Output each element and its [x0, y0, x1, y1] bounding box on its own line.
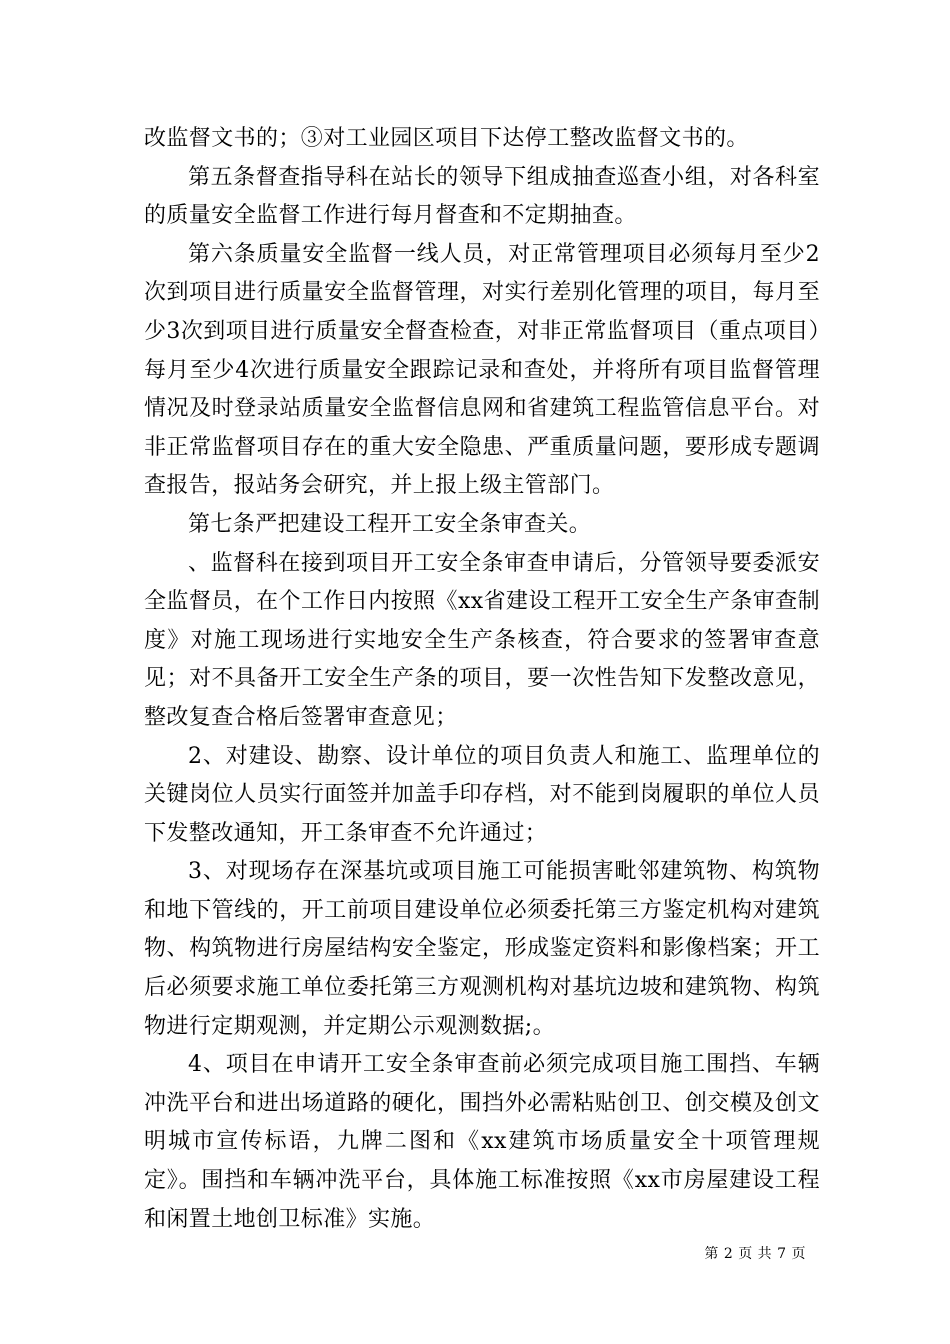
page-number: 第 2 页 共 7 页: [704, 1246, 806, 1262]
paragraph-article-5: 第五条督查指导科在站长的领导下组成抽查巡查小组，对各科室的质量安全监督工作进行每月督查和不定期抽查。: [144, 164, 820, 229]
paragraph-continuation: 改监督文书的；③对工业园区项目下达停工整改监督文书的。: [144, 126, 749, 151]
paragraph-item-4: 4、项目在申请开工安全条审查前必须完成项目施工围挡、车辆冲洗平台和进出场道路的硬化，围挡外必需粘贴创卫、创交模及创文明城市宣传标语，九牌二图和《xx建筑市场质量安全十项管理规定》。围挡和车辆冲洗平台，具体施工标准按照《xx市房屋建设工程和闲置土地创卫标准》实施。: [144, 1052, 820, 1232]
paragraph-article-7: 第七条严把建设工程开工安全条审查关。: [188, 511, 592, 537]
paragraph-item-3: 3、对现场存在深基坑或项目施工可能损害毗邻建筑物、构筑物和地下管线的，开工前项目建设单位必须委托第三方鉴定机构对建筑物、构筑物进行房屋结构安全鉴定，形成鉴定资料和影像档案；开工后必须要求施工单位委托第三方观测机构对基坑边坡和建筑物、构筑物进行定期观测，并定期公示观测数据;。: [144, 859, 820, 1039]
paragraph-article-6: 第六条质量安全监督一线人员，对正常管理项目必须每月至少2次到项目进行质量安全监督管理，对实行差别化管理的项目，每月至少3次到项目进行质量安全督查检查，对非正常监督项目（重点项目）每月至少4次进行质量安全跟踪记录和查处，并将所有项目监督管理情况及时登录站质量安全监督信息网和省建筑工程监管信息平台。对非正常监督项目存在的重大安全隐患、严重质量问题，要形成专题调查报告，报站务会研究，并上报上级主管部门。: [144, 241, 820, 499]
paragraph-item-1: 、监督科在接到项目开工安全条审查申请后，分管领导要委派安全监督员，在个工作日内按照《xx省建设工程开工安全生产条审查制度》对施工现场进行实地安全生产条核查，符合要求的签署审查意见；对不具备开工安全生产条的项目，要一次性告知下发整改意见，整改复查合格后签署审查意见；: [144, 550, 820, 730]
paragraph-item-2: 2、对建设、勘察、设计单位的项目负责人和施工、监理单位的关键岗位人员实行面签并加盖手印存档，对不能到岗履职的单位人员下发整改通知，开工条审查不允许通过；: [144, 743, 820, 846]
document-body: [144, 120, 820, 1239]
